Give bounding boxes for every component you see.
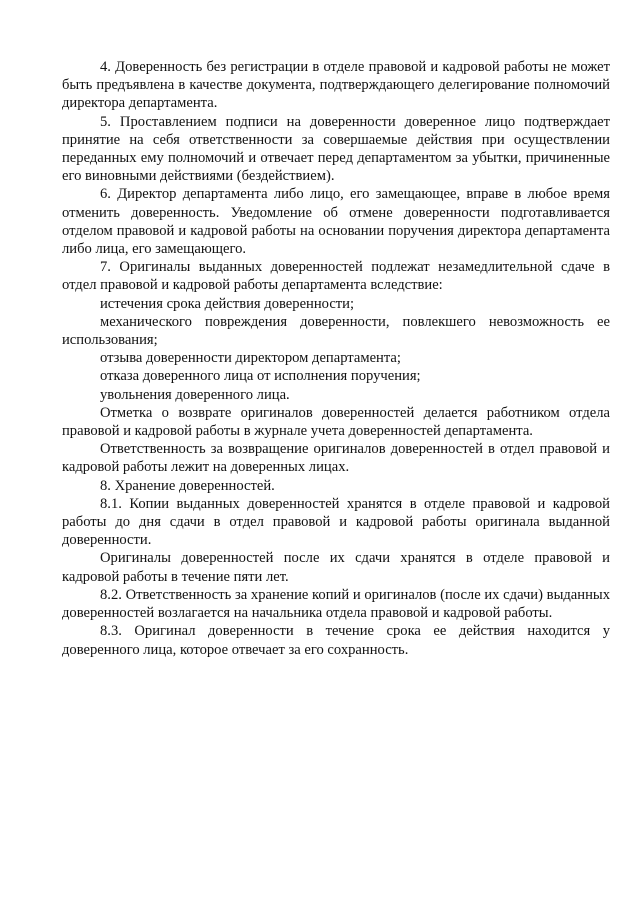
paragraph-4: 4. Доверенность без регистрации в отделе правовой и кадровой работы не может быть предъявлена в качестве документа, подтверждающего делегирование полномочий директора департамента. [62, 59, 610, 112]
paragraph-return-responsibility: Ответственность за возвращение оригиналов доверенностей в отдел правовой и кадровой работы лежит на доверенных лицах. [62, 441, 610, 476]
list-item-refusal: отказа доверенного лица от исполнения поручения; [100, 368, 421, 385]
paragraph-5: 5. Проставлением подписи на доверенности доверенное лицо подтверждает принятие на себя ответственности за совершаемые действия при осуществлении переданных ему полномочий и отвечает перед департаментом за убытки, причиненные его виновными действиями (бездействием). [62, 113, 610, 185]
paragraph-7: 7. Оригиналы выданных доверенностей подлежат незамедлительной сдаче в отдел правовой и кадровой работы департамента вследствие: [62, 259, 610, 294]
list-item-damage: механического повреждения доверенности, повлекшего невозможность ее использования; [62, 313, 610, 349]
paragraph-8-2: 8.2. Ответственность за хранение копий и оригиналов (после их сдачи) выданных доверенностей возлагается на начальника отдела правовой и кадровой работы. [62, 586, 610, 622]
paragraph-8-1: 8.1. Копии выданных доверенностей хранятся в отделе правовой и кадровой работы до дня сдачи в отдел правовой и кадровой работы оригинала выданной доверенности. [62, 495, 610, 549]
section-8-heading: 8. Хранение доверенностей. [100, 477, 275, 494]
paragraph-6: 6. Директор департамента либо лицо, его замещающее, вправе в любое время отменить доверенность. Уведомление об отмене доверенности подготавливается отделом правовой и кадровой работы на основании поручения директора департамента либо лица, его замещающего. [62, 186, 610, 258]
paragraph-8-3: 8.3. Оригинал доверенности в течение срока ее действия находится у доверенного лица, которое отвечает за его сохранность. [62, 623, 610, 658]
list-item-dismissal: увольнения доверенного лица. [100, 386, 290, 403]
paragraph-return-mark: Отметка о возврате оригиналов доверенностей делается работником отдела правовой и кадровой работы в журнале учета доверенностей департамента. [62, 404, 610, 440]
list-item-expiry: истечения срока действия доверенности; [100, 295, 355, 312]
document-body [62, 58, 610, 659]
list-item-revocation: отзыва доверенности директором департамента; [100, 350, 401, 367]
paragraph-originals-storage: Оригиналы доверенностей после их сдачи хранятся в отделе правовой и кадровой работы в течение пяти лет. [62, 550, 610, 585]
